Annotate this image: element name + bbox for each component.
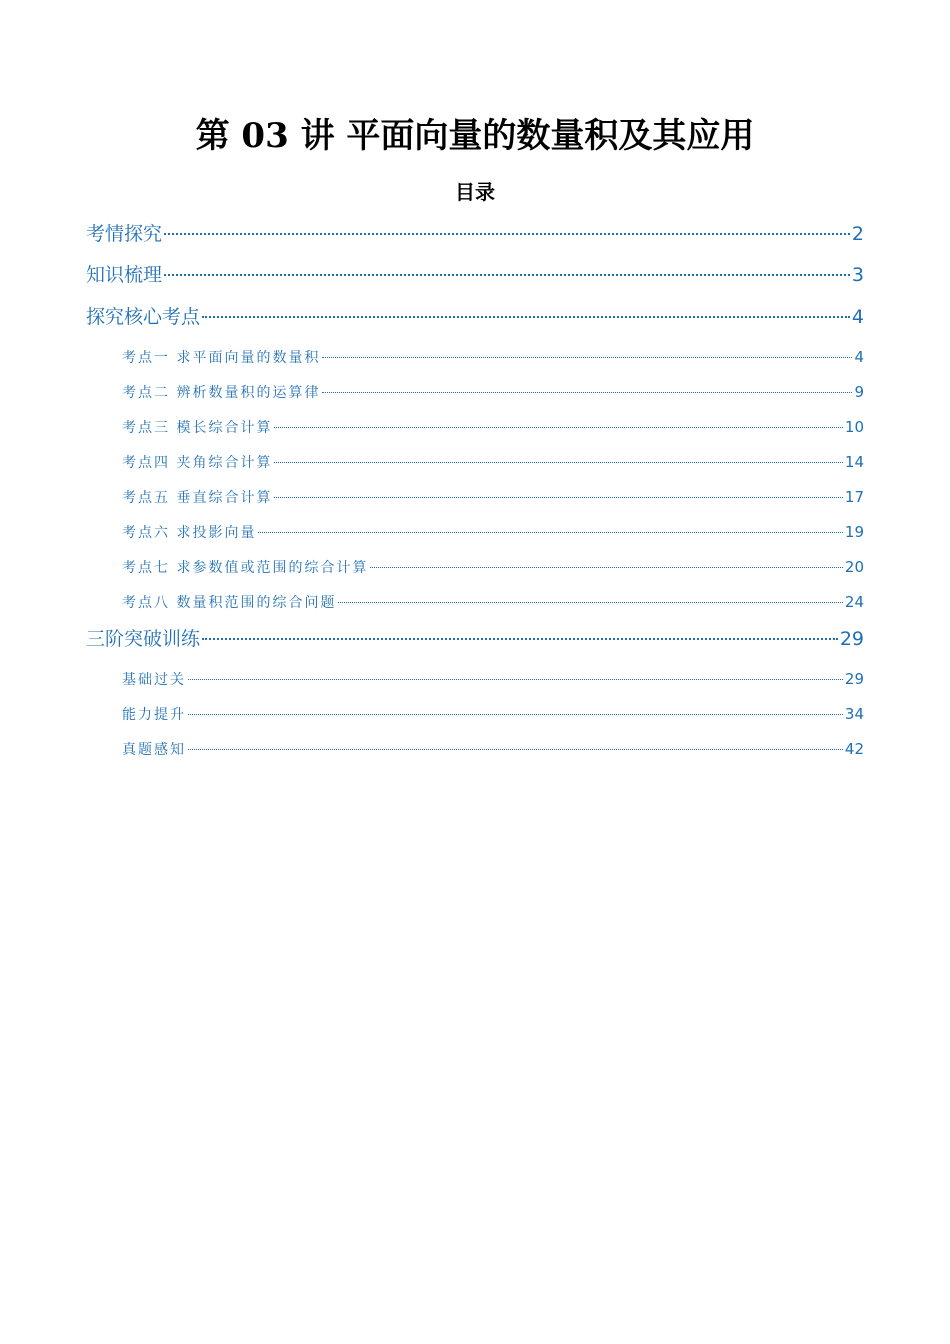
toc-entry[interactable] (122, 738, 864, 760)
toc-entry[interactable] (122, 556, 864, 578)
toc-entry-label: 真题感知 (122, 742, 186, 758)
toc-page-number: 14 (844, 453, 864, 471)
toc-entry[interactable] (122, 668, 864, 690)
toc-page-number: 3 (851, 264, 864, 286)
toc-leader-dots (322, 392, 852, 393)
toc-leader-dots (258, 532, 842, 533)
toc-leader-dots (322, 357, 852, 358)
toc-page-number: 20 (844, 558, 864, 576)
toc-leader-dots (274, 497, 842, 498)
toc-entry[interactable] (86, 626, 864, 652)
toc-entry[interactable] (122, 486, 864, 508)
toc-entry-label: 考情探究 (86, 223, 163, 245)
toc-entry[interactable] (122, 703, 864, 725)
toc-page-number: 2 (851, 223, 864, 245)
toc-page-number: 29 (844, 670, 864, 688)
toc-page-number: 17 (844, 488, 864, 506)
toc-leader-dots (370, 567, 842, 568)
toc-entry-label: 三阶突破训练 (86, 628, 201, 650)
toc-leader-dots (202, 638, 838, 640)
toc-entry-label: 考点五 垂直综合计算 (122, 490, 273, 506)
toc-entry-label: 基础过关 (122, 672, 186, 688)
toc-entry-label: 考点二 辨析数量积的运算律 (122, 385, 321, 401)
toc-entry[interactable] (86, 304, 864, 330)
toc-page-number: 29 (839, 628, 864, 650)
toc-entry[interactable] (122, 591, 864, 613)
toc-page-number: 4 (851, 306, 864, 328)
toc-leader-dots (164, 274, 850, 276)
toc-leader-dots (188, 714, 843, 715)
toc-entry-label: 探究核心考点 (86, 306, 201, 328)
toc-heading: 目录 (455, 180, 495, 204)
toc-entry[interactable] (122, 416, 864, 438)
toc-page-number: 24 (844, 593, 864, 611)
toc-page-number: 19 (844, 523, 864, 541)
toc-entry-label: 考点三 模长综合计算 (122, 420, 273, 436)
toc-entry[interactable] (86, 262, 864, 288)
toc-leader-dots (202, 316, 850, 318)
document-title: 第 03 讲 平面向量的数量积及其应用 (195, 116, 755, 156)
toc-entry[interactable] (122, 381, 864, 403)
toc-entry[interactable] (122, 346, 864, 368)
toc-page-number: 9 (854, 383, 864, 401)
toc-entry-label: 能力提升 (122, 707, 186, 723)
toc-entry-label: 知识梳理 (86, 264, 163, 286)
toc-entry-label: 考点八 数量积范围的综合问题 (122, 595, 337, 611)
toc-leader-dots (188, 749, 843, 750)
toc-page-number: 4 (854, 348, 864, 366)
toc-entry-label: 考点六 求投影向量 (122, 525, 257, 541)
toc-page-number: 34 (844, 705, 864, 723)
toc-leader-dots (274, 427, 842, 428)
toc-page-number: 42 (844, 740, 864, 758)
toc-page-number: 10 (844, 418, 864, 436)
toc-leader-dots (164, 233, 850, 235)
toc-entry-label: 考点四 夹角综合计算 (122, 455, 273, 471)
toc-leader-dots (274, 462, 842, 463)
toc-entry[interactable] (122, 451, 864, 473)
toc-entry-label: 考点一 求平面向量的数量积 (122, 350, 321, 366)
toc-leader-dots (188, 679, 843, 680)
toc-entry-label: 考点七 求参数值或范围的综合计算 (122, 560, 369, 576)
toc-entry[interactable] (86, 221, 864, 247)
toc-entry[interactable] (122, 521, 864, 543)
toc-leader-dots (338, 602, 842, 603)
